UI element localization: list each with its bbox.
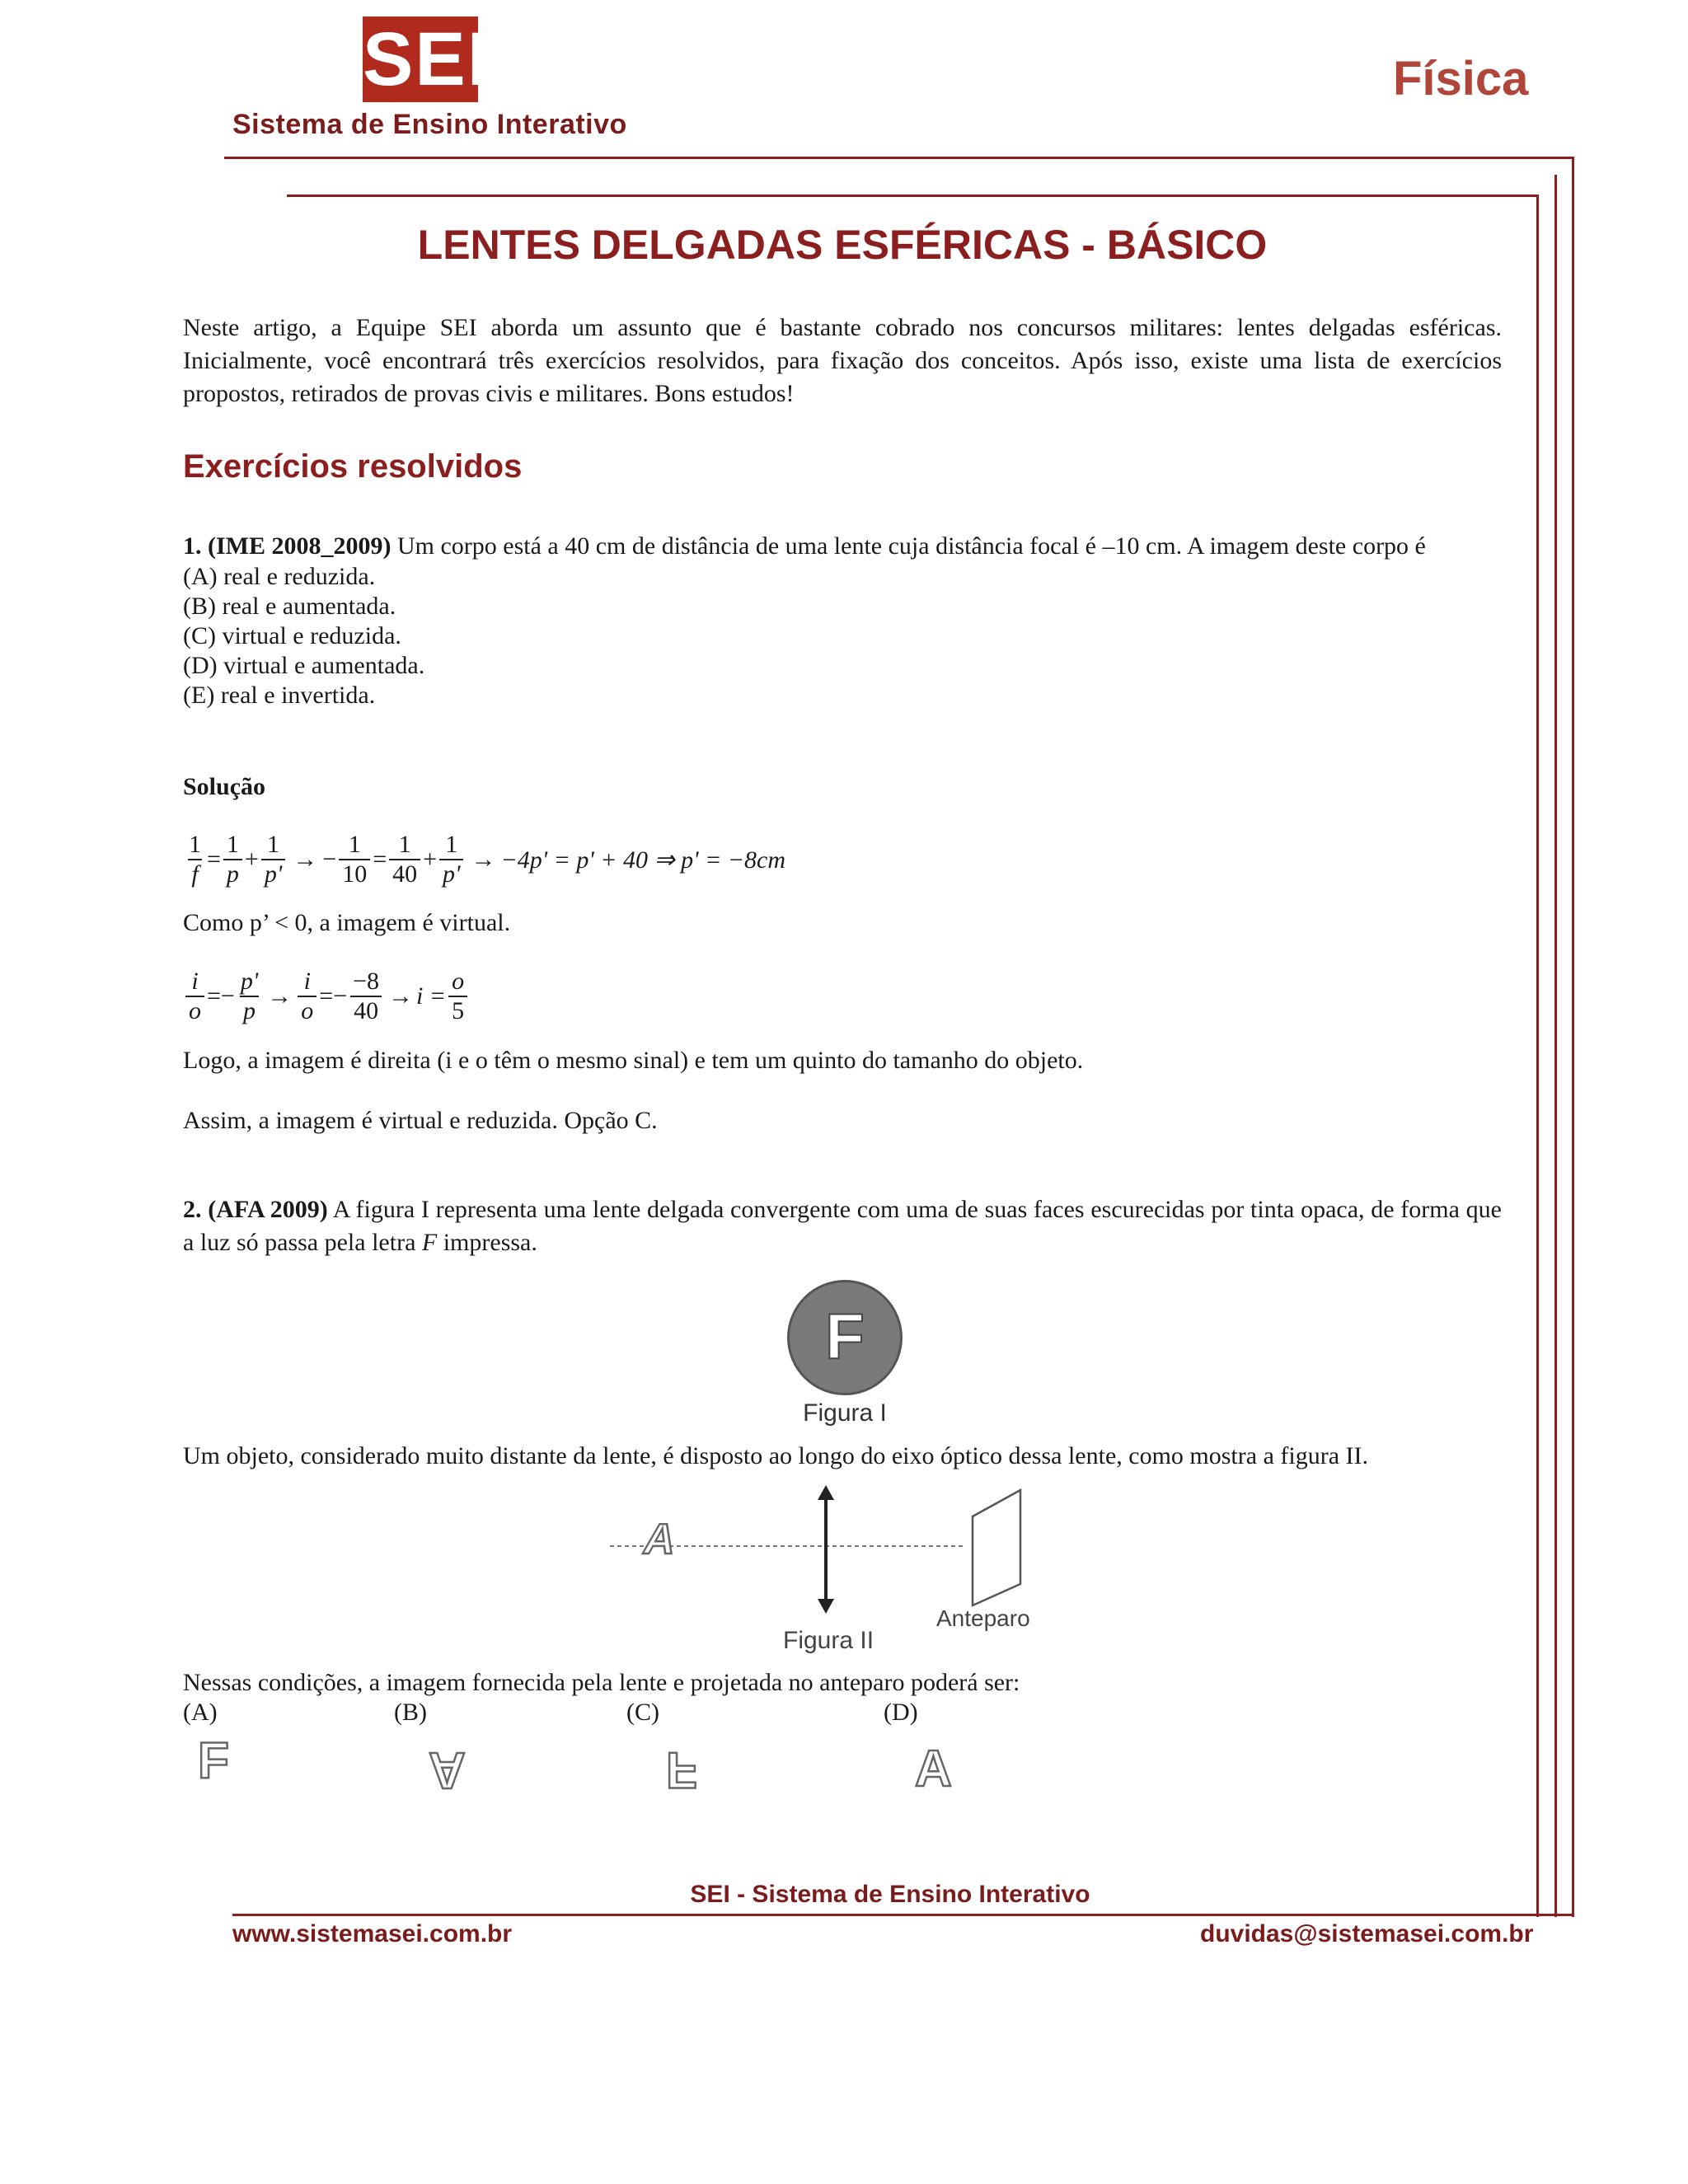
header-rule-inner	[287, 194, 1538, 197]
page-title: LENTES DELGADAS ESFÉRICAS - BÁSICO	[417, 222, 1268, 268]
subject-label: Física	[1393, 52, 1529, 105]
frac-1-40: $\frac{1}{40}$	[389, 831, 420, 888]
solution-label: Solução	[183, 773, 266, 800]
lens-equation: $\frac{1}{f}$ = $\frac{1}{p}$ + $\frac{1}{p'}$ → − $\frac{1}{10}$ = $\frac{1}{40}$ + $\frac{1}{p'}$ → −4p' = p' + 40 ⇒ p' = −8cm	[183, 831, 785, 888]
footer-email[interactable]: duvidas@sistemasei.com.br	[1200, 1920, 1534, 1947]
answer-d-glyph: A	[915, 1741, 952, 1797]
answer-d-label: (D)	[884, 1699, 918, 1726]
header-rule-outer	[224, 157, 1574, 159]
answer-c-label: (C)	[626, 1699, 659, 1726]
q1-option-a: (A) real e reduzida.	[183, 563, 376, 590]
frame-right-3	[1572, 157, 1574, 1917]
lens-arrow	[818, 1485, 834, 1614]
frac-1-pp-2: $\frac{1}{p'}$	[439, 831, 463, 888]
frame-right-1	[1536, 194, 1539, 1917]
figure-1-letter: F	[825, 1300, 865, 1372]
frame-right-2	[1554, 175, 1557, 1917]
answer-a-label: (A)	[183, 1699, 218, 1726]
frac-m8-40: $\frac{-8}{40}$	[349, 968, 382, 1025]
section-title: Exercícios resolvidos	[183, 448, 523, 485]
q1-conclusion: Assim, a imagem é virtual e reduzida. Opção C.	[183, 1107, 658, 1134]
frac-i-o: $\frac{i}{o}$	[185, 968, 204, 1025]
footer-website[interactable]: www.sistemasei.com.br	[232, 1920, 513, 1947]
footer-rule	[232, 1914, 1574, 1916]
magnification-equation: $\frac{i}{o}$ = − $\frac{p'}{p}$ → $\frac{i}{o}$ = − $\frac{-8}{40}$ → i = $\frac{o}{5}$	[183, 968, 470, 1025]
figure-1-lens	[787, 1280, 903, 1395]
q1-number: 1.	[183, 532, 202, 560]
frac-i-o-2: $\frac{i}{o}$	[298, 968, 316, 1025]
answer-b-label: (B)	[394, 1699, 427, 1726]
q1-virtual-line: Como p’ < 0, a imagem é virtual.	[183, 909, 511, 936]
q1-direct-line: Logo, a imagem é direita (i e o têm o mesmo sinal) e tem um quinto do tamanho do objeto.	[183, 1047, 1084, 1074]
q2-object-line: Um objeto, considerado muito distante da lente, é disposto ao longo do eixo óptico dessa lente, como mostra a figura II.	[183, 1442, 1368, 1469]
answer-c-glyph: F	[666, 1741, 697, 1798]
answer-a-glyph: F	[198, 1732, 229, 1789]
figure-2-object: A	[639, 1516, 681, 1563]
q2-number: 2.	[183, 1196, 202, 1223]
q1-source: (IME 2008_2009)	[208, 532, 392, 560]
figure-2-screen-label: Anteparo	[936, 1605, 1030, 1631]
brand-name: Sistema de Ensino Interativo	[232, 109, 627, 140]
answer-b-glyph: A	[429, 1741, 466, 1798]
figure-2-caption: Figura II	[783, 1627, 874, 1654]
figure-1-caption: Figura I	[803, 1399, 887, 1427]
frac-pp-p: $\frac{p'}{p}$	[240, 968, 259, 1024]
frac-1-pp: $\frac{1}{p'}$	[261, 831, 285, 888]
screen-shape	[973, 1490, 1020, 1605]
frac-o-5: $\frac{o}{5}$	[448, 968, 467, 1025]
q1-option-b: (B) real e aumentada.	[183, 593, 396, 620]
q1-options	[183, 562, 424, 710]
q1-option-c: (C) virtual e reduzida.	[183, 622, 401, 649]
q1-option-e: (E) real e invertida.	[183, 682, 376, 709]
footer-center: SEI - Sistema de Ensino Interativo	[690, 1881, 1090, 1908]
q1-text: Um corpo está a 40 cm de distância de uma lente cuja distância focal é –10 cm. A imagem deste corpo é	[396, 532, 1426, 560]
frac-1-p: $\frac{1}{p}$	[223, 831, 242, 888]
logo	[363, 16, 490, 102]
q1-statement	[183, 530, 1518, 563]
intro-paragraph: Neste artigo, a Equipe SEI aborda um assunto que é bastante cobrado nos concursos militares: lentes delgadas esféricas. Inicialmente, você encontrará três exercícios resolvidos, para fixação dos conceitos. Após isso, existe uma lista de exercícios propostos, retirados de provas civis e militares. Bons estudos!	[183, 314, 1502, 407]
frac-1-f: $\frac{1}{f}$	[189, 831, 201, 888]
q2-statement: 2. (AFA 2009) A figura I representa uma lente delgada convergente com uma de suas faces escurecidas por tinta opaca, de forma que a luz só passa pela letra F impressa.	[183, 1196, 1502, 1256]
q2-source: (AFA 2009)	[208, 1196, 328, 1223]
equation-result: −4p' = p' + 40 ⇒ p' = −8cm	[500, 846, 786, 874]
q1-option-d: (D) virtual e aumentada.	[183, 652, 425, 679]
q2-question-line: Nessas condições, a imagem fornecida pela lente e projetada no anteparo poderá ser:	[183, 1669, 1020, 1696]
frac-1-10: $\frac{1}{10}$	[339, 831, 370, 888]
logo-text: SEI	[363, 17, 490, 101]
